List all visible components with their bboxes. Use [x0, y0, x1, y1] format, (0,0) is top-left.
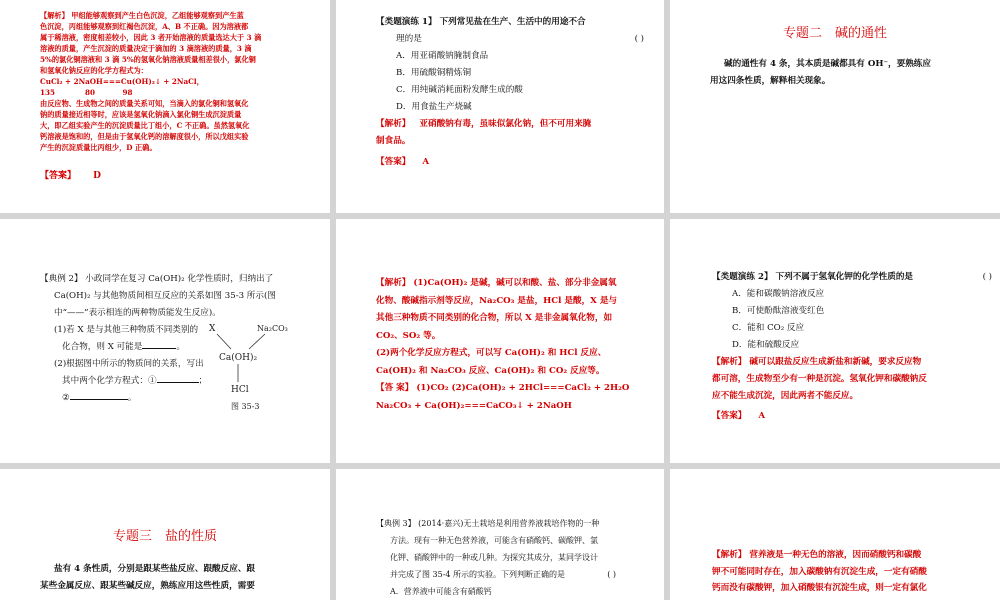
text-line: 色沉淀，丙组能够观察到红褐色沉淀，A、B 不正确。因为溶液都 — [40, 22, 249, 31]
text-line: 产生的沉淀质量比丙组少，D 正确。 — [40, 143, 157, 152]
analysis-text: 【解析】 碱可以跟盐反应生成新盐和新碱，要求反应物 — [712, 357, 922, 367]
option-c: C．能和 CO₂ 反应 — [732, 323, 805, 333]
topic-title: 专题二 碱的通性 — [782, 26, 887, 41]
analysis-text-cont: 制食品。 — [376, 136, 411, 146]
question-title: 【类题演练 2】 下列不属于氢氧化钾的化学性质的是 — [712, 272, 914, 282]
option-a: A．能和碳酸钠溶液反应 — [732, 289, 825, 299]
text-line: 由反应物、生成物之间的质量关系可知，当滴入的氯化铜和氢氧化 — [40, 99, 249, 108]
question-title: 【典例 3】 (2014·嘉兴)无土栽培是利用营养液栽培作物的一种 — [376, 519, 600, 528]
figure-caption: 图 35-3 — [231, 402, 260, 411]
panel-topic-2 — [670, 0, 1000, 213]
text-line: 钠的质量接近相等时，应该是氢氧化钠滴入氯化铜生成沉淀质量 — [40, 110, 242, 119]
node-na2co3: Na₂CO₃ — [257, 324, 288, 333]
answer-blank[interactable] — [157, 382, 199, 383]
answer-value: A — [422, 157, 430, 167]
panel-topic-3 — [0, 469, 330, 600]
analysis-text: 都可溶，生成物至少有一种是沉淀。氢氧化钾和碳酸钠反 — [712, 374, 927, 384]
answer-label: 【答案】 — [40, 171, 77, 181]
text-line: 大，即乙组实验产生的沉淀质量比丁组小，C 不正确。虽然氢氧化 — [40, 121, 250, 130]
text-line: CO₂、SO₂ 等。 — [376, 330, 441, 341]
option-b: B．用硫酸铜精炼铜 — [396, 68, 472, 78]
text-line: 化钾、硝酸钾中的一种或几种。为探究其成分，某同学设计 — [390, 553, 598, 562]
text-line: 钙而没有碳酸钾，加入硝酸银有沉淀生成，则一定有氯化 — [712, 583, 927, 593]
panel-example-3 — [336, 469, 664, 600]
text-line: 中“——”表示相连的两种物质能发生反应)。 — [54, 308, 221, 318]
answer-line: 【答 案】 (1)CO₂ (2)Ca(OH)₂ + 2HCl===CaCl₂ + 2H₂O — [376, 383, 630, 393]
panel-practice-1 — [336, 0, 664, 213]
node-caoh2: Ca(OH)₂ — [219, 353, 258, 363]
question-block — [712, 269, 992, 425]
option-a: A．营养液中可能含有硝酸钙 — [390, 587, 492, 596]
answer-value: A — [758, 411, 766, 421]
answer-label: 【答案】 — [712, 411, 747, 421]
answer-paren: ( ) — [607, 570, 616, 579]
text-line: 溶液的质量，产生沉淀的质量决定于滴加的 3 滴溶液的质量，3 滴 — [40, 44, 252, 53]
question-title: 【类题演练 1】 下列常见盐在生产、生活中的用途不合 — [376, 17, 586, 27]
node-x: X — [209, 324, 216, 334]
answer-value: D — [93, 171, 101, 181]
topic-body — [40, 561, 322, 595]
text-line: (2)两个化学反应方程式，可以写 Ca(OH)₂ 和 HCl 反应、 — [376, 348, 607, 358]
equation-line: CuCl₂ + 2NaOH===Cu(OH)₂↓ + 2NaCl， — [40, 77, 204, 86]
answer-blank[interactable] — [70, 399, 128, 400]
answer-blank[interactable] — [142, 348, 176, 349]
figure-35-3 — [205, 319, 315, 419]
analysis-text — [712, 547, 994, 597]
panel-analysis-3 — [670, 469, 1000, 600]
text-line: 和氢氧化钠反应的化学方程式为： — [40, 66, 148, 75]
relation-diagram — [205, 319, 315, 419]
text-line: 【解析】 甲组能够观察到产生白色沉淀，乙组能够观察到产生蓝 — [40, 11, 244, 20]
link-na2co3-caoh2 — [249, 334, 265, 349]
answer-paren: ( ) — [634, 34, 644, 44]
question-title-cont: 理的是 — [396, 34, 422, 44]
panel-analysis-2 — [336, 219, 664, 463]
subquestion-1: (1)若 X 是与其他三种物质不同类别的 — [54, 325, 199, 335]
question-block — [376, 14, 656, 171]
analysis-text — [376, 275, 658, 415]
answer-label: 【答案】 — [376, 157, 411, 167]
analysis-text: 应不能生成沉淀，因此两者不能反应。 — [712, 391, 859, 401]
answer-paren: ( ) — [982, 272, 992, 282]
text-line: 【解析】 (1)Ca(OH)₂ 是碱，碱可以和酸、盐、部分非金属氧 — [376, 278, 617, 288]
text-line: 5%的氯化铜溶液和 3 滴 5%的氢氧化钠溶液质量相差很小，氯化铜 — [40, 55, 256, 64]
text-line: 钙溶液是饱和的，但是由于氢氧化钙的溶解度很小，所以戊组实验 — [40, 132, 249, 141]
panel-example-2 — [0, 219, 330, 463]
subquestion-2: (2)根据图中所示的物质间的关系，写出 — [54, 359, 204, 369]
text-line: ② — [62, 393, 70, 403]
topic-body — [710, 56, 990, 90]
text-line: 方法。现有一种无色营养液，可能含有硝酸钙、碳酸钾、氯 — [390, 536, 598, 545]
panel-practice-2 — [670, 219, 1000, 463]
text-line: Ca(OH)₂ 和 Na₂CO₃ 反应、Ca(OH)₂ 和 CO₂ 反应等。 — [376, 365, 605, 376]
text-line: 其他三种物质不同类别的化合物，所以 X 是非金属氧化物，如 — [376, 313, 613, 323]
text-line: 化合物，则 X 可能是 — [62, 342, 143, 352]
option-b: B．可使酚酞溶液变红色 — [732, 306, 825, 316]
text-line: 【解析】 营养液是一种无色的溶液，因而硝酸钙和碳酸 — [712, 550, 922, 560]
text-line: 用这四条性质，解释相关现象。 — [710, 76, 831, 86]
text-line: 钾不可能同时存在，加入碳酸钠有沉淀生成，一定有硝酸 — [712, 566, 927, 577]
option-d: D．用食盐生产烧碱 — [396, 102, 472, 112]
text-line: Ca(OH)₂ 与其他物质间相互反应的关系如图 35-3 所示(图 — [54, 291, 276, 301]
text-line: 碱的通性有 4 条，其本质是碱都具有 OH⁻，要熟练应 — [724, 59, 931, 69]
option-a: A．用亚硝酸钠腌制食品 — [396, 51, 489, 61]
question-block: 【典例 2】 小政同学在复习 Ca(OH)₂ 化学性质时，归纳出了 Ca(OH)₂ 与其他物质间相互反应的关系如图 35-3 所示(图 中“——”表示相连的两种物质能发生反应)。 (1)若 X 是与其他三种物质不同类别的 化合物，则 X 可能是 。 (2)根据图中所示的物质间的关系，写出 其中两个化学方程式：① ； ② 。 — [40, 271, 325, 407]
question-title: 【典例 2】 小政同学在复习 Ca(OH)₂ 化学性质时，归纳出了 — [40, 274, 274, 284]
node-hcl: HCl — [231, 385, 249, 395]
option-d: D．能和硫酸反应 — [732, 340, 800, 350]
question-block — [376, 515, 658, 600]
analysis-text: 亚硝酸钠有毒，虽味似氯化钠，但不可用来腌 — [419, 119, 592, 129]
answer-row — [40, 168, 101, 181]
text-line: 某些金属反应、跟某些碱反应，熟练应用这些性质，需要 — [40, 581, 255, 591]
text-line: 盐有 4 条性质，分别是跟某些盐反应、跟酸反应、跟 — [54, 564, 256, 574]
molar-mass-line: 135 80 98 — [40, 88, 133, 97]
answer-line: Na₂CO₃ + Ca(OH)₂===CaCO₃↓ + 2NaOH — [376, 400, 572, 411]
text-line: 化物、酸碱指示剂等反应，Na₂CO₃ 是盐，HCl 是酸，X 是与 — [376, 295, 618, 306]
link-x-caoh2 — [217, 334, 231, 349]
panel-analysis-1 — [0, 0, 330, 213]
text-line: 其中两个化学方程式：① — [62, 376, 157, 386]
analysis-text — [40, 10, 320, 153]
topic-title: 专题三 盐的性质 — [112, 529, 217, 544]
text-line: 属于稀溶液，密度相差较小，因此 3 者开始溶液的质量选达大于 3 滴 — [40, 33, 262, 42]
option-c: C．用纯碱消耗面粉发酵生成的酸 — [396, 85, 523, 95]
text-line: 并完成了图 35-4 所示的实验。下列判断正确的是 — [390, 570, 566, 579]
analysis-label: 【解析】 — [376, 119, 411, 129]
